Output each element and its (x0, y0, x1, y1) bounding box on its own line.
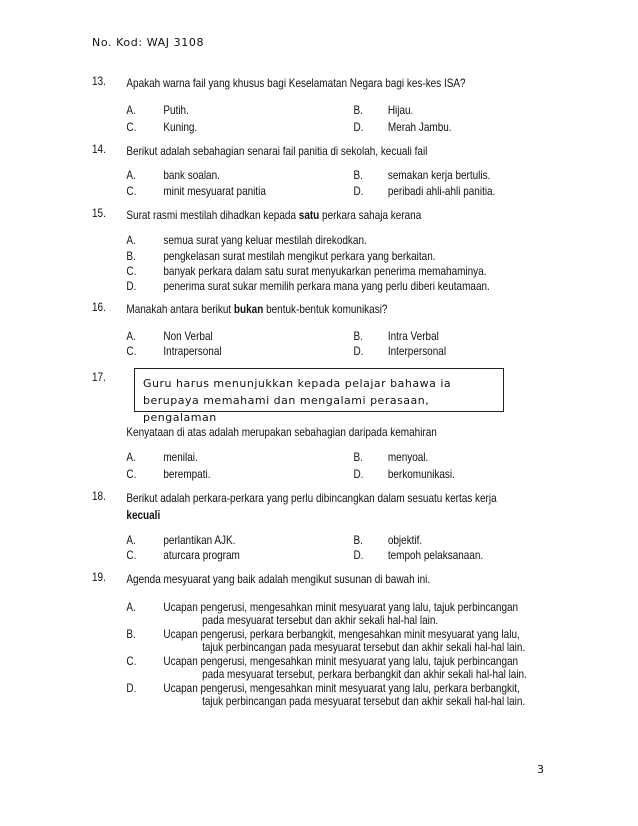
option-letter: D. (126, 280, 137, 293)
option-text: Ucapan pengerusi, mengesahkan minit mesyuarat yang lalu, perkara berbangkit, (163, 682, 520, 695)
option-letter: B. (126, 250, 136, 263)
option-text: Ucapan pengerusi, perkara berbangkit, mengesahkan minit mesyuarat yang lalu, (163, 628, 520, 641)
question-number: 14. (92, 143, 106, 156)
question-stem (126, 207, 573, 224)
option-c: berempati. (163, 468, 211, 481)
option-letter: B. (353, 330, 363, 343)
page-number: 3 (537, 763, 544, 776)
option-letter: D. (353, 185, 364, 198)
option-b: objektif. (387, 534, 423, 547)
option-letter: B. (353, 104, 363, 117)
question-stem: Berikut adalah perkara-perkara yang perlu dibincangkan dalam sesuatu kertas kerja (126, 492, 497, 505)
question-number: 18. (92, 490, 106, 503)
option-letter: B. (353, 451, 363, 464)
option-text: pada mesyuarat tersebut, perkara berbangkit dan akhir sekali hal-hal lain. (202, 668, 527, 681)
question-stem (126, 301, 573, 318)
question-stem: Kenyataan di atas adalah merupakan sebahagian daripada kemahiran (126, 426, 437, 439)
option-b: pengkelasan surat mestilah mengikut perkara yang berkaitan. (163, 250, 436, 263)
stem-emphasis: kecuali (126, 509, 161, 522)
option-letter: C. (126, 121, 137, 134)
option-c: Kuning. (163, 121, 198, 134)
option-letter: C. (126, 655, 137, 668)
option-a: bank soalan. (163, 169, 220, 182)
option-d: Merah Jambu. (387, 121, 452, 134)
option-letter: D. (353, 549, 364, 562)
question-stem: Apakah warna fail yang khusus bagi Keselamatan Negara bagi kes-kes ISA? (126, 77, 466, 90)
option-letter: C. (126, 468, 137, 481)
option-letter: A. (126, 534, 136, 547)
option-a: perlantikan AJK. (163, 534, 236, 547)
question-stem: Agenda mesyuarat yang baik adalah mengikut susunan di bawah ini. (126, 573, 431, 586)
option-b: menyoal. (387, 451, 429, 464)
option-b: Hijau. (387, 104, 414, 117)
option-a: menilai. (163, 451, 198, 464)
stem-emphasis: satu (298, 209, 320, 222)
option-text: tajuk perbincangan pada mesyuarat tersebut dan akhir sekali hal-hal lain. (202, 695, 526, 708)
quote-line: berupaya memahami dan mengalami perasaan, pengalaman (143, 394, 430, 424)
option-text: Ucapan pengerusi, mengesahkan minit mesyuarat yang lalu, tajuk perbincangan (163, 655, 519, 668)
option-letter: B. (353, 534, 363, 547)
stem-text: bentuk-bentuk komunikasi? (263, 303, 388, 316)
option-b: Intra Verbal (387, 330, 439, 343)
question-number: 13. (92, 75, 106, 88)
option-letter: D. (353, 121, 364, 134)
option-d: penerima surat sukar memilih perkara mana yang perlu diberi keutamaan. (163, 280, 490, 293)
option-letter: A. (126, 601, 136, 614)
option-d: Interpersonal (387, 345, 447, 358)
stem-emphasis: bukan (233, 303, 264, 316)
course-code-header: No. Kod: WAJ 3108 (92, 36, 205, 49)
quote-line: Guru harus menunjukkan kepada pelajar bahawa ia (143, 377, 452, 390)
option-letter: C. (126, 345, 137, 358)
option-c: banyak perkara dalam satu surat menyukarkan penerima memahaminya. (163, 265, 487, 278)
stem-text: Surat rasmi mestilah dihadkan kepada (126, 209, 299, 222)
option-a: Putih. (163, 104, 189, 117)
option-b: semakan kerja bertulis. (387, 169, 491, 182)
option-a: semua surat yang keluar mestilah direkodkan. (163, 234, 367, 247)
question-number: 17. (92, 371, 106, 384)
question-number: 15. (92, 207, 106, 220)
option-text: pada mesyuarat tersebut dan akhir sekali hal-hal lain. (202, 614, 439, 627)
option-a: Non Verbal (163, 330, 213, 343)
question-number: 16. (92, 301, 106, 314)
option-d: peribadi ahli-ahli panitia. (387, 185, 496, 198)
option-letter: B. (353, 169, 363, 182)
option-letter: B. (126, 628, 136, 641)
option-letter: C. (126, 265, 137, 278)
option-letter: A. (126, 104, 136, 117)
option-letter: A. (126, 169, 136, 182)
quote-box (134, 368, 504, 424)
option-letter: A. (126, 451, 136, 464)
option-letter: D. (353, 468, 364, 481)
stem-text: Manakah antara berikut (126, 303, 234, 316)
option-c: Intrapersonal (163, 345, 222, 358)
option-letter: A. (126, 234, 136, 247)
option-text: tajuk perbincangan pada mesyuarat tersebut dan akhir sekali hal-hal lain. (202, 641, 526, 654)
option-letter: C. (126, 549, 137, 562)
question-number: 19. (92, 571, 106, 584)
option-letter: D. (353, 345, 364, 358)
option-letter: D. (126, 682, 137, 695)
option-c: minit mesyuarat panitia (163, 185, 266, 198)
option-letter: A. (126, 330, 136, 343)
option-text: Ucapan pengerusi, mengesahkan minit mesyuarat yang lalu, tajuk perbincangan (163, 601, 519, 614)
option-d: berkomunikasi. (387, 468, 455, 481)
stem-text: perkara sahaja kerana (319, 209, 422, 222)
option-c: aturcara program (163, 549, 240, 562)
option-d: tempoh pelaksanaan. (387, 549, 484, 562)
question-stem: Berikut adalah sebahagian senarai fail panitia di sekolah, kecuali fail (126, 145, 428, 158)
option-letter: C. (126, 185, 137, 198)
